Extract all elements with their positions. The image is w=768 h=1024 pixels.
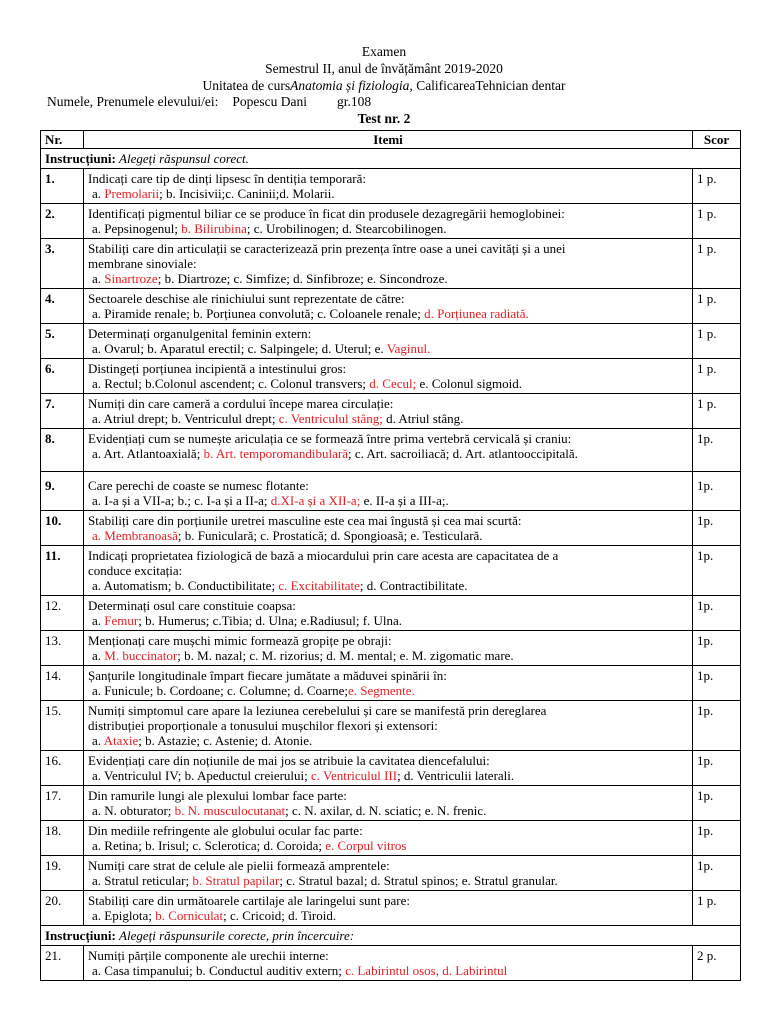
- item-number: 18.: [41, 821, 84, 856]
- item-number: 9.: [41, 472, 84, 511]
- marked-answer: c. Excitabilitate: [278, 578, 360, 593]
- question-row: [41, 472, 741, 511]
- answer-option-text: a.: [92, 186, 105, 201]
- item-content: [84, 946, 693, 981]
- column-header-items: Itemi: [84, 131, 693, 149]
- answer-option-text: ; c. Stratul bazal; d. Stratul spinos; e. Stratul granular.: [279, 873, 558, 888]
- table-header-row: [41, 131, 741, 149]
- item-content: [84, 289, 693, 324]
- item-score: 1p.: [693, 511, 741, 546]
- answer-option-text: ; b. Funiculară; c. Prostatică; d. Spongioasă; e. Testiculară.: [177, 528, 483, 543]
- marked-answer: b. Corniculat: [155, 908, 224, 923]
- item-score: 1 p.: [693, 359, 741, 394]
- question-text: Din mediile refringente ale globului ocular fac parte:: [88, 823, 363, 838]
- question-text: Indicați care tip de dinți lipsesc în dentiția temporară:: [88, 171, 366, 186]
- question-row: [41, 596, 741, 631]
- item-content: [84, 359, 693, 394]
- question-row: [41, 786, 741, 821]
- answer-options: [88, 648, 688, 663]
- question-row: [41, 511, 741, 546]
- item-content: [84, 856, 693, 891]
- instruction-label: Instrucțiuni:: [45, 928, 116, 943]
- item-number: 21.: [41, 946, 84, 981]
- answer-options: [88, 186, 688, 201]
- item-number: 13.: [41, 631, 84, 666]
- answer-options: [88, 838, 688, 853]
- answer-option-text: a. Art. Atlantoaxială;: [92, 446, 204, 461]
- answer-options: [88, 963, 688, 978]
- question-text: Menționați care mușchi mimic formează gropițe pe obraji:: [88, 633, 392, 648]
- question-text: Numiți din care cameră a cordului începe marea circulație:: [88, 396, 394, 411]
- answer-option-text: a. Ovarul; b. Aparatul erectil; c. Salpingele; d. Uterul; e.: [92, 341, 387, 356]
- answer-option-text: a. Ventriculul IV; b. Apeductul creierului;: [92, 768, 312, 783]
- marked-answer: b. N. musculocutanat: [174, 803, 286, 818]
- item-content: [84, 429, 693, 472]
- question-text: Determinați osul care constituie coapsa:: [88, 598, 296, 613]
- item-score: 1 p.: [693, 394, 741, 429]
- marked-answer: c. Ventriculul stâng;: [278, 411, 383, 426]
- question-row: [41, 546, 741, 596]
- answer-options: [88, 411, 688, 426]
- item-score: 1p.: [693, 429, 741, 472]
- marked-answer: d. Labirintul: [442, 963, 508, 978]
- answer-option-text: a. Piramide renale; b. Porțiunea convolută; c. Coloanele renale;: [92, 306, 425, 321]
- student-label: Numele, Prenumele elevului/ei:: [47, 94, 219, 110]
- course-unit-prefix: Unitatea de curs: [202, 77, 291, 93]
- question-row: [41, 631, 741, 666]
- question-text: distribuției proporționale a tonusului mușchilor flexori și extensori:: [88, 718, 438, 733]
- marked-answer: M. buccinator: [104, 648, 178, 663]
- answer-option-text: a. Automatism; b. Conductibilitate;: [92, 578, 279, 593]
- marked-answer: Ataxie: [103, 733, 139, 748]
- item-content: [84, 786, 693, 821]
- question-text: Numiți care strat de celule ale pielii formează amprentele:: [88, 858, 390, 873]
- answer-option-text: ; b. Astazie; c. Astenie; d. Atonie.: [138, 733, 313, 748]
- answer-options: [88, 873, 688, 888]
- answer-options: [88, 803, 688, 818]
- question-text: Stabiliți care din articulații se caracterizează prin prezența între oase a unei cavități și a unei: [88, 241, 566, 256]
- answer-option-text: a.: [92, 733, 104, 748]
- item-content: [84, 821, 693, 856]
- student-group: gr.108: [336, 94, 372, 110]
- question-text: Stabiliți care din următoarele cartilaje ale laringelui sunt pare:: [88, 893, 410, 908]
- marked-answer: d.XI-a și a XII-a;: [270, 493, 361, 508]
- answer-option-text: d. Atriul stâng.: [382, 411, 464, 426]
- item-number: 14.: [41, 666, 84, 701]
- question-text: Indicați proprietatea fiziologică de bază a miocardului prin care acesta are capacitatea de a: [88, 548, 559, 563]
- item-content: [84, 324, 693, 359]
- marked-answer: b. Bilirubina: [181, 221, 247, 236]
- question-text: conduce excitația:: [88, 563, 183, 578]
- answer-option-text: a.: [92, 613, 105, 628]
- question-text: Identificați pigmentul biliar ce se produce în ficat din produsele dezagregării hemoglobinei:: [88, 206, 565, 221]
- answer-option-text: a. I-a și a VII-a; b.; c. I-a și a II-a;: [92, 493, 271, 508]
- answer-options: [88, 733, 688, 748]
- item-number: 12.: [41, 596, 84, 631]
- question-text: Evidențiați cum se numește ariculația ce se formează între prima vertebră cervicală și craniu:: [88, 431, 572, 446]
- course-unit-line: [0, 78, 768, 95]
- item-score: 1p.: [693, 596, 741, 631]
- item-score: 2 p.: [693, 946, 741, 981]
- answer-option-text: ; c. Urobilinogen; d. Stearcobilinogen.: [246, 221, 447, 236]
- item-score: 1 p.: [693, 239, 741, 289]
- answer-options: [88, 271, 688, 286]
- instruction-cell: [41, 149, 741, 169]
- answer-option-text: a.: [92, 648, 105, 663]
- answer-option-text: ; c. N. axilar, d. N. sciatic; e. N. frenic.: [285, 803, 487, 818]
- item-content: [84, 631, 693, 666]
- qualification: CalificareaTehnician dentar: [416, 77, 566, 93]
- instruction-label: Instrucțiuni:: [45, 151, 116, 166]
- question-row: [41, 751, 741, 786]
- question-row: [41, 324, 741, 359]
- answer-options: [88, 683, 688, 698]
- item-score: 1p.: [693, 701, 741, 751]
- answer-options: [88, 306, 688, 321]
- question-row: [41, 239, 741, 289]
- answer-options: [88, 376, 688, 391]
- question-text: Determinați organulgenital feminin extern:: [88, 326, 312, 341]
- answer-option-text: ; d. Contractibilitate.: [359, 578, 468, 593]
- answer-option-text: a. Retina; b. Irisul; c. Sclerotica; d. Coroida;: [92, 838, 326, 853]
- item-score: 1 p.: [693, 169, 741, 204]
- item-score: 1p.: [693, 666, 741, 701]
- column-header-score: Scor: [693, 131, 741, 149]
- question-row: [41, 891, 741, 926]
- answer-option-text: a.: [92, 271, 105, 286]
- answer-options: [88, 578, 688, 593]
- item-number: 8.: [41, 429, 84, 472]
- marked-answer: c. Labirintul osos,: [345, 963, 439, 978]
- items-table-body: [41, 149, 741, 981]
- answer-options: [88, 528, 688, 543]
- question-text: Distingeți porțiunea incipientă a intestinului gros:: [88, 361, 347, 376]
- marked-answer: Femur: [104, 613, 139, 628]
- question-text: Șanțurile longitudinale împart fiecare jumătate a măduvei spinării în:: [88, 668, 447, 683]
- question-text: Stabiliți care din porțiunile uretrei masculine este cea mai îngustă și cea mai scurtă:: [88, 513, 522, 528]
- answer-options: [88, 446, 688, 461]
- item-score: 1p.: [693, 786, 741, 821]
- item-score: 1 p.: [693, 324, 741, 359]
- answer-options: [88, 341, 688, 356]
- item-number: 6.: [41, 359, 84, 394]
- question-text: Din ramurile lungi ale plexului lombar face parte:: [88, 788, 347, 803]
- question-text: membrane sinoviale:: [88, 256, 197, 271]
- question-row: [41, 429, 741, 472]
- item-content: [84, 751, 693, 786]
- item-number: 3.: [41, 239, 84, 289]
- exam-header: [0, 44, 768, 128]
- answer-option-text: a. Pepsinogenul;: [92, 221, 182, 236]
- item-score: 1p.: [693, 751, 741, 786]
- answer-option-text: a. Casa timpanului; b. Conductul auditiv extern;: [92, 963, 346, 978]
- item-number: 20.: [41, 891, 84, 926]
- item-content: [84, 666, 693, 701]
- answer-option-text: e. II-a și a III-a;.: [360, 493, 449, 508]
- item-number: 11.: [41, 546, 84, 596]
- question-text: Care perechi de coaste se numesc flotante:: [88, 478, 309, 493]
- student-line: [0, 94, 768, 111]
- student-name: Popescu Dani: [232, 94, 307, 110]
- question-row: [41, 289, 741, 324]
- instruction-cell: [41, 926, 741, 946]
- marked-answer: a. Membranoasă: [92, 528, 178, 543]
- item-content: [84, 511, 693, 546]
- question-row: [41, 946, 741, 981]
- question-text: Numiți părțile componente ale urechii interne:: [88, 948, 329, 963]
- answer-option-text: a. Funicule; b. Cordoane; c. Columne; d. Coarne;: [92, 683, 348, 698]
- answer-option-text: ; c. Art. sacroiliacă; d. Art. atlantooccipitală.: [347, 446, 578, 461]
- column-header-nr: Nr.: [41, 131, 84, 149]
- item-score: 1 p.: [693, 204, 741, 239]
- instruction-text: Alegeți răspunsul corect.: [119, 151, 249, 166]
- question-text: Numiți simptomul care apare la leziunea cerebelului și care se manifestă prin dereglarea: [88, 703, 547, 718]
- answer-option-text: ; c. Cricoid; d. Tiroid.: [223, 908, 337, 923]
- answer-options: [88, 613, 688, 628]
- item-content: [84, 169, 693, 204]
- marked-answer: c. Ventriculul III: [311, 768, 398, 783]
- item-score: 1p.: [693, 546, 741, 596]
- answer-option-text: ; b. Incisivii;c. Caninii;d. Molarii.: [159, 186, 335, 201]
- question-row: [41, 666, 741, 701]
- answer-option-text: ; d. Ventriculii laterali.: [397, 768, 515, 783]
- instruction-text: Alegeți răspunsurile corecte, prin încercuire:: [119, 928, 355, 943]
- question-row: [41, 204, 741, 239]
- question-row: [41, 169, 741, 204]
- item-number: 4.: [41, 289, 84, 324]
- question-row: [41, 394, 741, 429]
- test-title: Test nr. 2: [357, 111, 411, 127]
- item-content: [84, 204, 693, 239]
- marked-answer: b. Art. temporomandibulară: [203, 446, 348, 461]
- answer-option-text: a. Stratul reticular;: [92, 873, 193, 888]
- item-number: 10.: [41, 511, 84, 546]
- item-score: 1p.: [693, 821, 741, 856]
- question-row: [41, 856, 741, 891]
- item-number: 1.: [41, 169, 84, 204]
- marked-answer: e. Segmente.: [347, 683, 415, 698]
- item-score: 1 p.: [693, 891, 741, 926]
- item-number: 19.: [41, 856, 84, 891]
- answer-options: [88, 221, 688, 236]
- answer-option-text: ; b. Diartroze; c. Simfize; d. Sinfibroze; e. Sincondroze.: [157, 271, 448, 286]
- marked-answer: b. Stratul papilar: [192, 873, 280, 888]
- item-score: 1 p.: [693, 289, 741, 324]
- item-number: 17.: [41, 786, 84, 821]
- marked-answer: e. Corpul vitros: [325, 838, 407, 853]
- item-content: [84, 891, 693, 926]
- item-score: 1p.: [693, 631, 741, 666]
- item-number: 2.: [41, 204, 84, 239]
- instruction-row: [41, 149, 741, 169]
- answer-option-text: a. Rectul; b.Colonul ascendent; c. Colonul transvers;: [92, 376, 370, 391]
- question-row: [41, 821, 741, 856]
- marked-answer: d. Porțiunea radiată.: [424, 306, 529, 321]
- answer-option-text: ; b. Humerus; c.Tibia; d. Ulna; e.Radiusul; f. Ulna.: [138, 613, 403, 628]
- question-text: Sectoarele deschise ale rinichiului sunt reprezentate de către:: [88, 291, 405, 306]
- item-content: [84, 239, 693, 289]
- answer-option-text: e. Colonul sigmoid.: [416, 376, 523, 391]
- semester-line: Semestrul II, anul de învățământ 2019-2020: [265, 60, 503, 76]
- answer-option-text: a. Epiglota;: [92, 908, 156, 923]
- exam-items-table: [40, 130, 741, 981]
- item-score: 1p.: [693, 472, 741, 511]
- answer-options: [88, 768, 688, 783]
- answer-option-text: a. N. obturator;: [92, 803, 175, 818]
- item-number: 5.: [41, 324, 84, 359]
- question-row: [41, 701, 741, 751]
- marked-answer: Premolarii: [104, 186, 160, 201]
- item-content: [84, 394, 693, 429]
- instruction-row: [41, 926, 741, 946]
- item-content: [84, 701, 693, 751]
- item-number: 16.: [41, 751, 84, 786]
- exam-title: Examen: [361, 44, 407, 59]
- item-content: [84, 546, 693, 596]
- item-content: [84, 596, 693, 631]
- item-number: 15.: [41, 701, 84, 751]
- item-number: 7.: [41, 394, 84, 429]
- item-content: [84, 472, 693, 511]
- marked-answer: Vaginul.: [386, 341, 431, 356]
- item-score: 1p.: [693, 856, 741, 891]
- answer-options: [88, 908, 688, 923]
- answer-options: [88, 493, 688, 508]
- question-row: [41, 359, 741, 394]
- answer-option-text: a. Atriul drept; b. Ventriculul drept;: [92, 411, 279, 426]
- answer-option-text: ; b. M. nazal; c. M. rizorius; d. M. mental; e. M. zigomatic mare.: [177, 648, 514, 663]
- question-text: Evidențiați care din noțiunile de mai jos se atribuie la cavitatea diencefalului:: [88, 753, 490, 768]
- marked-answer: Sinartroze: [104, 271, 158, 286]
- course-name: Anatomia și fiziologia,: [290, 77, 413, 93]
- marked-answer: d. Cecul;: [369, 376, 417, 391]
